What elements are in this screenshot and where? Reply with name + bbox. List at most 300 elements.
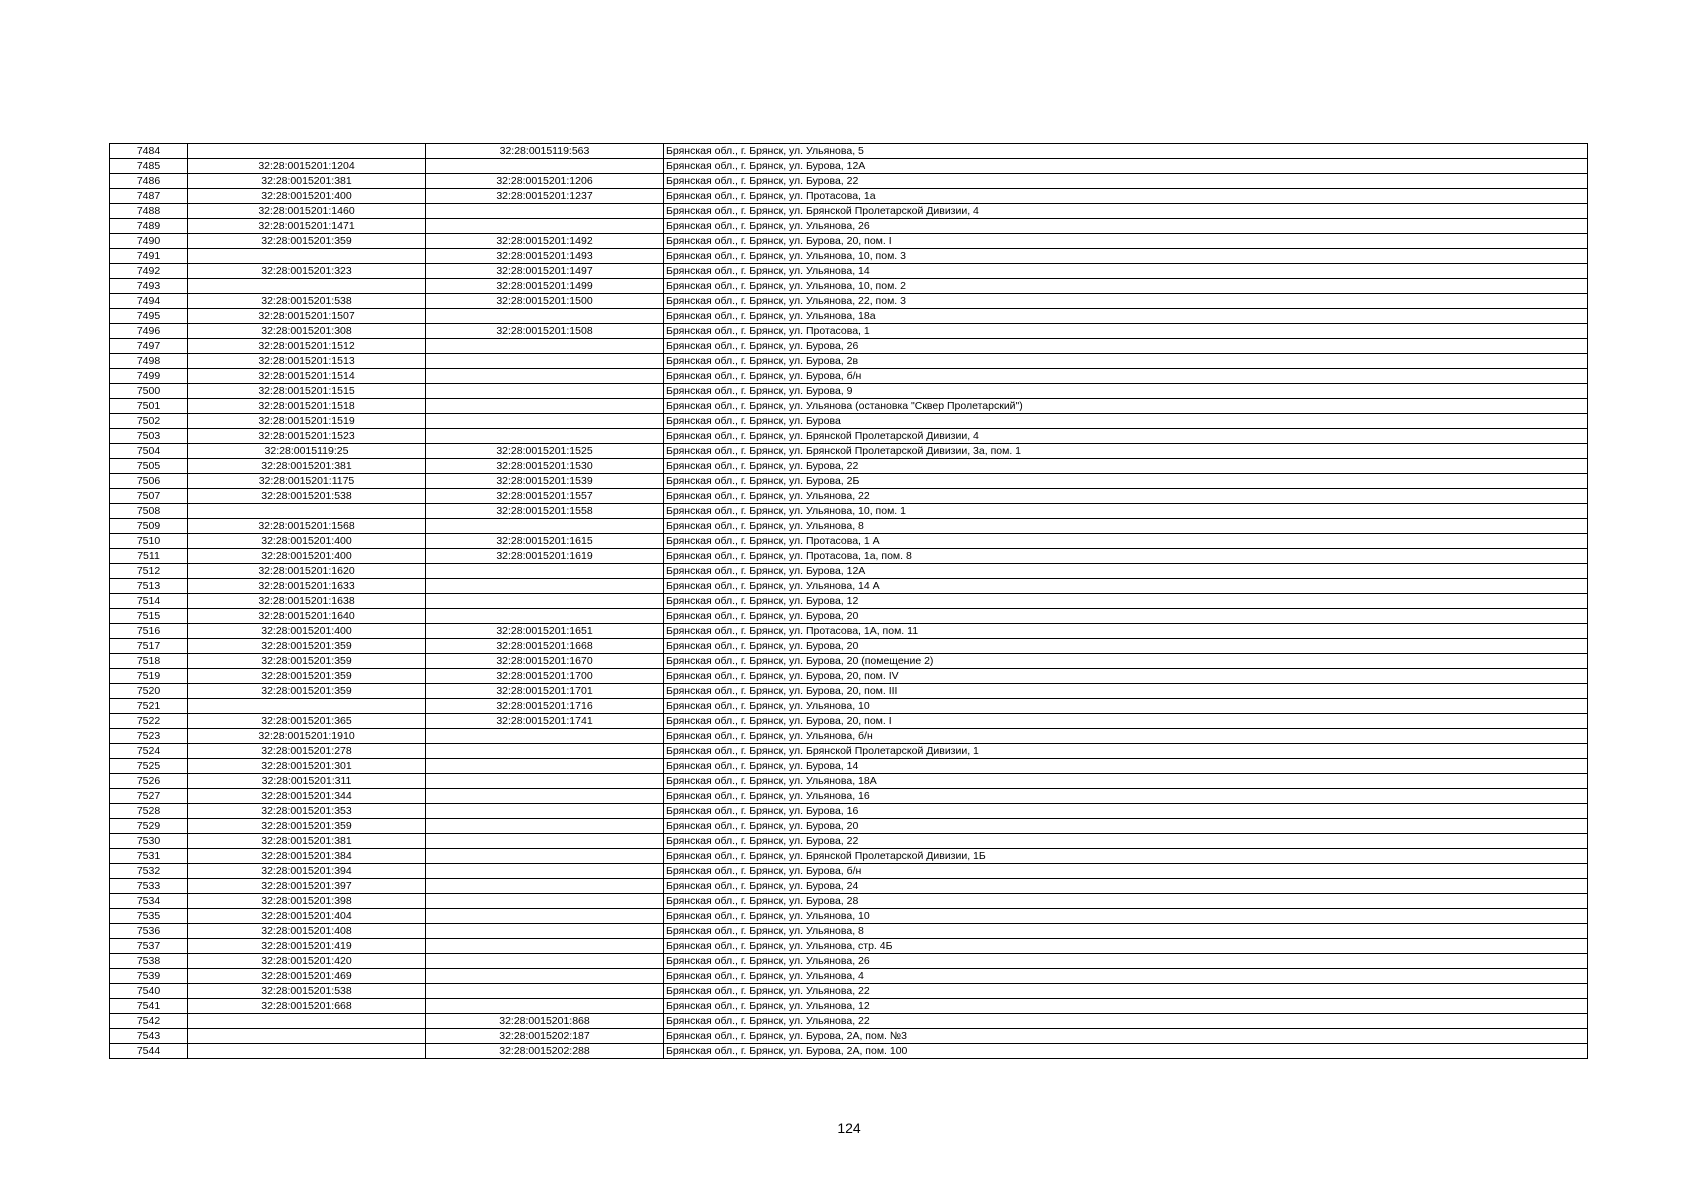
cadastral-number-cell: 32:28:0015201:381 <box>188 174 426 189</box>
row-number-cell: 7501 <box>110 399 188 414</box>
cadastral-number-cell: 32:28:0015201:400 <box>188 549 426 564</box>
table-row <box>110 684 1588 699</box>
cadastral-number-cell: 32:28:0015201:359 <box>188 669 426 684</box>
address-cell: Брянская обл., г. Брянск, ул. Ульянова, 10, пом. 2 <box>664 279 1588 294</box>
row-number-cell: 7484 <box>110 144 188 159</box>
building-cadastral-number-cell <box>426 999 664 1014</box>
building-cadastral-number-cell <box>426 384 664 399</box>
cadastral-number-cell <box>188 1014 426 1029</box>
cadastral-number-cell: 32:28:0015201:359 <box>188 654 426 669</box>
table-row <box>110 489 1588 504</box>
address-cell: Брянская обл., г. Брянск, ул. Ульянова, 12 <box>664 999 1588 1014</box>
table-row <box>110 399 1588 414</box>
row-number-cell: 7519 <box>110 669 188 684</box>
cadastral-number-cell: 32:28:0015201:538 <box>188 489 426 504</box>
building-cadastral-number-cell: 32:28:0015201:1558 <box>426 504 664 519</box>
address-cell: Брянская обл., г. Брянск, ул. Ульянова, 10 <box>664 699 1588 714</box>
address-cell: Брянская обл., г. Брянск, ул. Бурова, 20 <box>664 819 1588 834</box>
table-row <box>110 1014 1588 1029</box>
building-cadastral-number-cell <box>426 309 664 324</box>
row-number-cell: 7491 <box>110 249 188 264</box>
address-cell: Брянская обл., г. Брянск, ул. Протасова, 1 А <box>664 534 1588 549</box>
cadastral-number-cell: 32:28:0015201:1518 <box>188 399 426 414</box>
building-cadastral-number-cell <box>426 339 664 354</box>
row-number-cell: 7518 <box>110 654 188 669</box>
row-number-cell: 7544 <box>110 1044 188 1059</box>
row-number-cell: 7498 <box>110 354 188 369</box>
row-number-cell: 7531 <box>110 849 188 864</box>
cadastral-number-cell: 32:28:0015201:1204 <box>188 159 426 174</box>
address-cell: Брянская обл., г. Брянск, ул. Бурова, 12А <box>664 159 1588 174</box>
building-cadastral-number-cell <box>426 609 664 624</box>
table-row <box>110 549 1588 564</box>
row-number-cell: 7494 <box>110 294 188 309</box>
row-number-cell: 7536 <box>110 924 188 939</box>
table-row <box>110 984 1588 999</box>
cadastral-number-cell: 32:28:0015201:301 <box>188 759 426 774</box>
building-cadastral-number-cell: 32:28:0015201:1670 <box>426 654 664 669</box>
row-number-cell: 7543 <box>110 1029 188 1044</box>
building-cadastral-number-cell <box>426 789 664 804</box>
cadastral-number-cell: 32:28:0015201:365 <box>188 714 426 729</box>
cadastral-number-cell: 32:28:0015201:1507 <box>188 309 426 324</box>
cadastral-number-cell: 32:28:0015201:1523 <box>188 429 426 444</box>
table-row <box>110 669 1588 684</box>
cadastral-number-cell: 32:28:0015201:404 <box>188 909 426 924</box>
cadastral-number-cell: 32:28:0015201:384 <box>188 849 426 864</box>
table-row <box>110 234 1588 249</box>
table-row <box>110 759 1588 774</box>
building-cadastral-number-cell: 32:28:0015201:1500 <box>426 294 664 309</box>
building-cadastral-number-cell <box>426 879 664 894</box>
cadastral-number-cell: 32:28:0015201:381 <box>188 459 426 474</box>
address-cell: Брянская обл., г. Брянск, ул. Бурова, 20 (помещение 2) <box>664 654 1588 669</box>
building-cadastral-number-cell <box>426 399 664 414</box>
cadastral-number-cell: 32:28:0015201:397 <box>188 879 426 894</box>
building-cadastral-number-cell: 32:28:0015201:1525 <box>426 444 664 459</box>
address-cell: Брянская обл., г. Брянск, ул. Бурова, 20 <box>664 639 1588 654</box>
cadastral-number-cell: 32:28:0015201:1910 <box>188 729 426 744</box>
building-cadastral-number-cell: 32:28:0015201:1237 <box>426 189 664 204</box>
row-number-cell: 7505 <box>110 459 188 474</box>
cadastral-number-cell: 32:28:0015201:1633 <box>188 579 426 594</box>
row-number-cell: 7510 <box>110 534 188 549</box>
address-cell: Брянская обл., г. Брянск, ул. Ульянова, 16 <box>664 789 1588 804</box>
building-cadastral-number-cell: 32:28:0015201:1557 <box>426 489 664 504</box>
row-number-cell: 7523 <box>110 729 188 744</box>
row-number-cell: 7528 <box>110 804 188 819</box>
table-row <box>110 144 1588 159</box>
table-row <box>110 654 1588 669</box>
address-cell: Брянская обл., г. Брянск, ул. Бурова, 16 <box>664 804 1588 819</box>
building-cadastral-number-cell <box>426 204 664 219</box>
row-number-cell: 7535 <box>110 909 188 924</box>
row-number-cell: 7539 <box>110 969 188 984</box>
table-row <box>110 279 1588 294</box>
table-row <box>110 609 1588 624</box>
table-row <box>110 564 1588 579</box>
cadastral-number-cell: 32:28:0015201:359 <box>188 234 426 249</box>
building-cadastral-number-cell <box>426 939 664 954</box>
cadastral-number-cell: 32:28:0015201:408 <box>188 924 426 939</box>
table-row <box>110 579 1588 594</box>
cadastral-number-cell: 32:28:0015201:1512 <box>188 339 426 354</box>
cadastral-number-cell: 32:28:0015201:1513 <box>188 354 426 369</box>
address-cell: Брянская обл., г. Брянск, ул. Брянской Пролетарской Дивизии, 1Б <box>664 849 1588 864</box>
address-cell: Брянская обл., г. Брянск, ул. Протасова, 1а <box>664 189 1588 204</box>
row-number-cell: 7487 <box>110 189 188 204</box>
cadastral-number-cell: 32:28:0015201:1514 <box>188 369 426 384</box>
building-cadastral-number-cell: 32:28:0015119:563 <box>426 144 664 159</box>
row-number-cell: 7512 <box>110 564 188 579</box>
address-cell: Брянская обл., г. Брянск, ул. Брянской Пролетарской Дивизии, 4 <box>664 204 1588 219</box>
building-cadastral-number-cell: 32:28:0015201:1508 <box>426 324 664 339</box>
table-row <box>110 954 1588 969</box>
building-cadastral-number-cell <box>426 579 664 594</box>
row-number-cell: 7509 <box>110 519 188 534</box>
row-number-cell: 7513 <box>110 579 188 594</box>
building-cadastral-number-cell: 32:28:0015201:1493 <box>426 249 664 264</box>
address-cell: Брянская обл., г. Брянск, ул. Брянской Пролетарской Дивизии, 3а, пом. 1 <box>664 444 1588 459</box>
cadastral-number-cell: 32:28:0015201:344 <box>188 789 426 804</box>
table-row <box>110 504 1588 519</box>
table-row <box>110 894 1588 909</box>
table-row <box>110 444 1588 459</box>
row-number-cell: 7527 <box>110 789 188 804</box>
table-row <box>110 909 1588 924</box>
row-number-cell: 7530 <box>110 834 188 849</box>
table-row <box>110 294 1588 309</box>
address-cell: Брянская обл., г. Брянск, ул. Бурова, 14 <box>664 759 1588 774</box>
row-number-cell: 7524 <box>110 744 188 759</box>
table-row <box>110 969 1588 984</box>
row-number-cell: 7534 <box>110 894 188 909</box>
building-cadastral-number-cell <box>426 414 664 429</box>
building-cadastral-number-cell: 32:28:0015201:1615 <box>426 534 664 549</box>
address-cell: Брянская обл., г. Брянск, ул. Бурова, б/н <box>664 369 1588 384</box>
cadastral-number-cell: 32:28:0015201:381 <box>188 834 426 849</box>
address-cell: Брянская обл., г. Брянск, ул. Ульянова, 5 <box>664 144 1588 159</box>
page-number: 124 <box>837 1120 861 1136</box>
table-row <box>110 204 1588 219</box>
cadastral-number-cell: 32:28:0015119:25 <box>188 444 426 459</box>
building-cadastral-number-cell <box>426 804 664 819</box>
building-cadastral-number-cell <box>426 759 664 774</box>
row-number-cell: 7525 <box>110 759 188 774</box>
row-number-cell: 7511 <box>110 549 188 564</box>
building-cadastral-number-cell <box>426 909 664 924</box>
building-cadastral-number-cell: 32:28:0015201:1668 <box>426 639 664 654</box>
table-row <box>110 414 1588 429</box>
address-cell: Брянская обл., г. Брянск, ул. Протасова, 1а, пом. 8 <box>664 549 1588 564</box>
building-cadastral-number-cell: 32:28:0015201:1700 <box>426 669 664 684</box>
address-cell: Брянская обл., г. Брянск, ул. Ульянова, 18а <box>664 309 1588 324</box>
row-number-cell: 7533 <box>110 879 188 894</box>
registry-table-body <box>110 144 1588 1059</box>
address-cell: Брянская обл., г. Брянск, ул. Бурова, б/н <box>664 864 1588 879</box>
row-number-cell: 7503 <box>110 429 188 444</box>
building-cadastral-number-cell <box>426 849 664 864</box>
cadastral-number-cell: 32:28:0015201:311 <box>188 774 426 789</box>
table-row <box>110 594 1588 609</box>
address-cell: Брянская обл., г. Брянск, ул. Бурова, 28 <box>664 894 1588 909</box>
cadastral-number-cell: 32:28:0015201:1460 <box>188 204 426 219</box>
building-cadastral-number-cell <box>426 159 664 174</box>
table-row <box>110 924 1588 939</box>
cadastral-number-cell <box>188 249 426 264</box>
building-cadastral-number-cell <box>426 969 664 984</box>
row-number-cell: 7516 <box>110 624 188 639</box>
row-number-cell: 7515 <box>110 609 188 624</box>
address-cell: Брянская обл., г. Брянск, ул. Протасова, 1А, пом. 11 <box>664 624 1588 639</box>
row-number-cell: 7489 <box>110 219 188 234</box>
row-number-cell: 7493 <box>110 279 188 294</box>
cadastral-number-cell: 32:28:0015201:323 <box>188 264 426 279</box>
row-number-cell: 7514 <box>110 594 188 609</box>
table-row <box>110 729 1588 744</box>
table-row <box>110 249 1588 264</box>
row-number-cell: 7532 <box>110 864 188 879</box>
address-cell: Брянская обл., г. Брянск, ул. Ульянова, 8 <box>664 924 1588 939</box>
table-row <box>110 1044 1588 1059</box>
address-cell: Брянская обл., г. Брянск, ул. Бурова, 26 <box>664 339 1588 354</box>
address-cell: Брянская обл., г. Брянск, ул. Ульянова (остановка "Сквер Пролетарский") <box>664 399 1588 414</box>
building-cadastral-number-cell: 32:28:0015201:1741 <box>426 714 664 729</box>
cadastral-number-cell: 32:28:0015201:353 <box>188 804 426 819</box>
cadastral-number-cell: 32:28:0015201:538 <box>188 984 426 999</box>
table-row <box>110 189 1588 204</box>
address-cell: Брянская обл., г. Брянск, ул. Протасова, 1 <box>664 324 1588 339</box>
table-row <box>110 534 1588 549</box>
address-cell: Брянская обл., г. Брянск, ул. Бурова, 2А, пом. №3 <box>664 1029 1588 1044</box>
row-number-cell: 7486 <box>110 174 188 189</box>
table-row <box>110 879 1588 894</box>
row-number-cell: 7538 <box>110 954 188 969</box>
address-cell: Брянская обл., г. Брянск, ул. Бурова, 20, пом. IV <box>664 669 1588 684</box>
building-cadastral-number-cell <box>426 924 664 939</box>
building-cadastral-number-cell: 32:28:0015201:1492 <box>426 234 664 249</box>
cadastral-number-cell <box>188 279 426 294</box>
address-cell: Брянская обл., г. Брянск, ул. Ульянова, 22 <box>664 984 1588 999</box>
row-number-cell: 7500 <box>110 384 188 399</box>
cadastral-number-cell: 32:28:0015201:359 <box>188 819 426 834</box>
table-row <box>110 849 1588 864</box>
address-cell: Брянская обл., г. Брянск, ул. Ульянова, 10, пом. 1 <box>664 504 1588 519</box>
building-cadastral-number-cell: 32:28:0015201:1619 <box>426 549 664 564</box>
address-cell: Брянская обл., г. Брянск, ул. Бурова, 2Б <box>664 474 1588 489</box>
registry-sheet <box>109 143 1588 1059</box>
row-number-cell: 7504 <box>110 444 188 459</box>
address-cell: Брянская обл., г. Брянск, ул. Брянской Пролетарской Дивизии, 4 <box>664 429 1588 444</box>
address-cell: Брянская обл., г. Брянск, ул. Бурова, 20 <box>664 609 1588 624</box>
building-cadastral-number-cell <box>426 219 664 234</box>
table-row <box>110 354 1588 369</box>
building-cadastral-number-cell: 32:28:0015202:187 <box>426 1029 664 1044</box>
cadastral-number-cell: 32:28:0015201:359 <box>188 639 426 654</box>
address-cell: Брянская обл., г. Брянск, ул. Бурова, 12А <box>664 564 1588 579</box>
row-number-cell: 7526 <box>110 774 188 789</box>
address-cell: Брянская обл., г. Брянск, ул. Ульянова, 18А <box>664 774 1588 789</box>
address-cell: Брянская обл., г. Брянск, ул. Ульянова, б/н <box>664 729 1588 744</box>
address-cell: Брянская обл., г. Брянск, ул. Бурова, 12 <box>664 594 1588 609</box>
building-cadastral-number-cell: 32:28:0015201:1651 <box>426 624 664 639</box>
table-row <box>110 789 1588 804</box>
building-cadastral-number-cell <box>426 954 664 969</box>
building-cadastral-number-cell <box>426 354 664 369</box>
table-row <box>110 474 1588 489</box>
row-number-cell: 7521 <box>110 699 188 714</box>
cadastral-number-cell: 32:28:0015201:359 <box>188 684 426 699</box>
table-row <box>110 384 1588 399</box>
cadastral-number-cell: 32:28:0015201:278 <box>188 744 426 759</box>
cadastral-number-cell <box>188 504 426 519</box>
table-row <box>110 459 1588 474</box>
cadastral-number-cell: 32:28:0015201:668 <box>188 999 426 1014</box>
building-cadastral-number-cell <box>426 369 664 384</box>
address-cell: Брянская обл., г. Брянск, ул. Ульянова, 10 <box>664 909 1588 924</box>
address-cell: Брянская обл., г. Брянск, ул. Ульянова, 22 <box>664 489 1588 504</box>
cadastral-number-cell <box>188 699 426 714</box>
cadastral-number-cell: 32:28:0015201:394 <box>188 864 426 879</box>
table-row <box>110 699 1588 714</box>
building-cadastral-number-cell: 32:28:0015201:1499 <box>426 279 664 294</box>
building-cadastral-number-cell: 32:28:0015201:1530 <box>426 459 664 474</box>
cadastral-number-cell <box>188 144 426 159</box>
address-cell: Брянская обл., г. Брянск, ул. Бурова, 2А, пом. 100 <box>664 1044 1588 1059</box>
address-cell: Брянская обл., г. Брянск, ул. Ульянова, 4 <box>664 969 1588 984</box>
building-cadastral-number-cell <box>426 429 664 444</box>
registry-table <box>109 143 1588 1059</box>
row-number-cell: 7507 <box>110 489 188 504</box>
address-cell: Брянская обл., г. Брянск, ул. Бурова, 20, пом. III <box>664 684 1588 699</box>
cadastral-number-cell: 32:28:0015201:1515 <box>188 384 426 399</box>
table-row <box>110 174 1588 189</box>
address-cell: Брянская обл., г. Брянск, ул. Ульянова, 22, пом. 3 <box>664 294 1588 309</box>
building-cadastral-number-cell <box>426 594 664 609</box>
building-cadastral-number-cell <box>426 729 664 744</box>
address-cell: Брянская обл., г. Брянск, ул. Ульянова, 14 <box>664 264 1588 279</box>
cadastral-number-cell: 32:28:0015201:419 <box>188 939 426 954</box>
building-cadastral-number-cell: 32:28:0015201:1716 <box>426 699 664 714</box>
table-row <box>110 264 1588 279</box>
table-row <box>110 159 1588 174</box>
building-cadastral-number-cell: 32:28:0015201:868 <box>426 1014 664 1029</box>
address-cell: Брянская обл., г. Брянск, ул. Ульянова, 22 <box>664 1014 1588 1029</box>
building-cadastral-number-cell <box>426 819 664 834</box>
table-row <box>110 219 1588 234</box>
table-row <box>110 999 1588 1014</box>
row-number-cell: 7499 <box>110 369 188 384</box>
row-number-cell: 7520 <box>110 684 188 699</box>
cadastral-number-cell: 32:28:0015201:400 <box>188 189 426 204</box>
row-number-cell: 7540 <box>110 984 188 999</box>
table-row <box>110 819 1588 834</box>
address-cell: Брянская обл., г. Брянск, ул. Бурова, 9 <box>664 384 1588 399</box>
table-row <box>110 624 1588 639</box>
cadastral-number-cell: 32:28:0015201:398 <box>188 894 426 909</box>
address-cell: Брянская обл., г. Брянск, ул. Ульянова, 14 А <box>664 579 1588 594</box>
row-number-cell: 7496 <box>110 324 188 339</box>
cadastral-number-cell: 32:28:0015201:420 <box>188 954 426 969</box>
building-cadastral-number-cell: 32:28:0015201:1539 <box>426 474 664 489</box>
table-row <box>110 714 1588 729</box>
cadastral-number-cell: 32:28:0015201:1175 <box>188 474 426 489</box>
table-row <box>110 429 1588 444</box>
row-number-cell: 7537 <box>110 939 188 954</box>
table-row <box>110 309 1588 324</box>
row-number-cell: 7542 <box>110 1014 188 1029</box>
row-number-cell: 7508 <box>110 504 188 519</box>
building-cadastral-number-cell: 32:28:0015202:288 <box>426 1044 664 1059</box>
cadastral-number-cell: 32:28:0015201:1638 <box>188 594 426 609</box>
table-row <box>110 339 1588 354</box>
address-cell: Брянская обл., г. Брянск, ул. Брянской Пролетарской Дивизии, 1 <box>664 744 1588 759</box>
cadastral-number-cell: 32:28:0015201:308 <box>188 324 426 339</box>
row-number-cell: 7522 <box>110 714 188 729</box>
cadastral-number-cell: 32:28:0015201:1568 <box>188 519 426 534</box>
building-cadastral-number-cell: 32:28:0015201:1497 <box>426 264 664 279</box>
table-row <box>110 774 1588 789</box>
cadastral-number-cell: 32:28:0015201:1519 <box>188 414 426 429</box>
row-number-cell: 7488 <box>110 204 188 219</box>
address-cell: Брянская обл., г. Брянск, ул. Бурова, 22 <box>664 459 1588 474</box>
address-cell: Брянская обл., г. Брянск, ул. Бурова, 24 <box>664 879 1588 894</box>
address-cell: Брянская обл., г. Брянск, ул. Ульянова, 26 <box>664 954 1588 969</box>
table-row <box>110 864 1588 879</box>
cadastral-number-cell: 32:28:0015201:469 <box>188 969 426 984</box>
row-number-cell: 7529 <box>110 819 188 834</box>
table-row <box>110 369 1588 384</box>
table-row <box>110 1029 1588 1044</box>
address-cell: Брянская обл., г. Брянск, ул. Ульянова, 8 <box>664 519 1588 534</box>
building-cadastral-number-cell <box>426 744 664 759</box>
cadastral-number-cell: 32:28:0015201:400 <box>188 534 426 549</box>
table-row <box>110 324 1588 339</box>
cadastral-number-cell: 32:28:0015201:1640 <box>188 609 426 624</box>
address-cell: Брянская обл., г. Брянск, ул. Бурова, 22 <box>664 174 1588 189</box>
row-number-cell: 7490 <box>110 234 188 249</box>
address-cell: Брянская обл., г. Брянск, ул. Бурова, 2в <box>664 354 1588 369</box>
building-cadastral-number-cell <box>426 864 664 879</box>
row-number-cell: 7492 <box>110 264 188 279</box>
address-cell: Брянская обл., г. Брянск, ул. Бурова, 20, пом. I <box>664 234 1588 249</box>
building-cadastral-number-cell <box>426 834 664 849</box>
table-row <box>110 804 1588 819</box>
row-number-cell: 7517 <box>110 639 188 654</box>
cadastral-number-cell: 32:28:0015201:1620 <box>188 564 426 579</box>
address-cell: Брянская обл., г. Брянск, ул. Бурова <box>664 414 1588 429</box>
cadastral-number-cell: 32:28:0015201:1471 <box>188 219 426 234</box>
table-row <box>110 639 1588 654</box>
building-cadastral-number-cell <box>426 984 664 999</box>
row-number-cell: 7497 <box>110 339 188 354</box>
table-row <box>110 744 1588 759</box>
building-cadastral-number-cell <box>426 564 664 579</box>
building-cadastral-number-cell: 32:28:0015201:1206 <box>426 174 664 189</box>
address-cell: Брянская обл., г. Брянск, ул. Ульянова, 26 <box>664 219 1588 234</box>
cadastral-number-cell <box>188 1029 426 1044</box>
cadastral-number-cell: 32:28:0015201:538 <box>188 294 426 309</box>
building-cadastral-number-cell <box>426 519 664 534</box>
building-cadastral-number-cell <box>426 894 664 909</box>
table-row <box>110 834 1588 849</box>
row-number-cell: 7502 <box>110 414 188 429</box>
table-row <box>110 939 1588 954</box>
building-cadastral-number-cell <box>426 774 664 789</box>
building-cadastral-number-cell: 32:28:0015201:1701 <box>426 684 664 699</box>
row-number-cell: 7495 <box>110 309 188 324</box>
address-cell: Брянская обл., г. Брянск, ул. Бурова, 22 <box>664 834 1588 849</box>
